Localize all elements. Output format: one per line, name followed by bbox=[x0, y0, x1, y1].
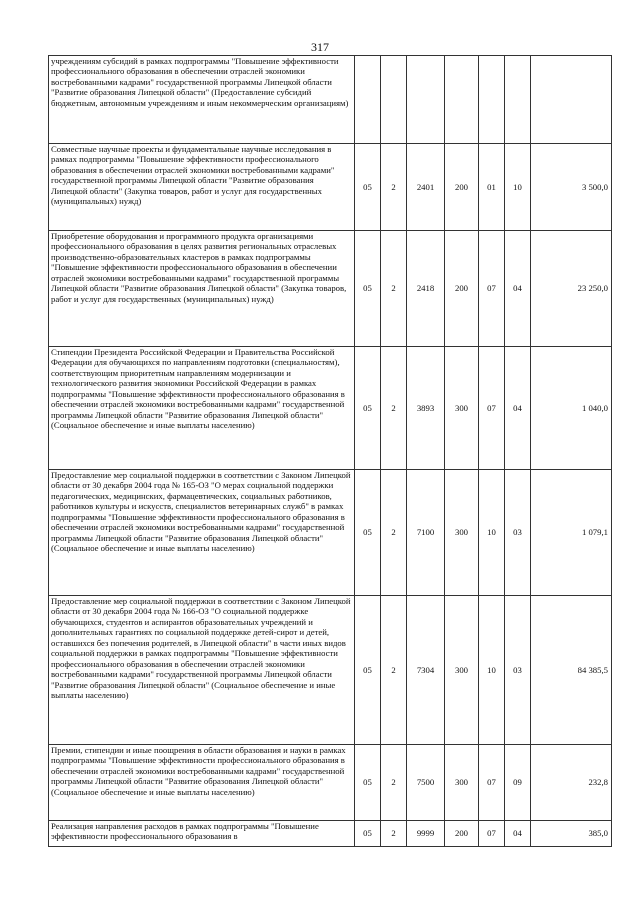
amount-cell: 1 040,0 bbox=[531, 347, 612, 470]
budget-table bbox=[48, 55, 612, 847]
code-cell: 05 bbox=[355, 347, 381, 470]
table-row bbox=[49, 470, 612, 596]
code-cell bbox=[505, 56, 531, 144]
amount-cell: 84 385,5 bbox=[531, 596, 612, 745]
code-cell: 7500 bbox=[407, 745, 445, 821]
code-cell: 07 bbox=[479, 347, 505, 470]
code-cell: 07 bbox=[479, 821, 505, 847]
code-cell: 09 bbox=[505, 745, 531, 821]
row-description bbox=[49, 821, 355, 847]
row-description: Совместные научные проекты и фундаментальные научные исследования в рамках подпрограммы "Повышение эффективности профессионального образования в обеспечении отраслей экономики востребованными кадрами" государственной программы Липецкой области "Развитие образования Липецкой области" (Закупка товаров, работ и услуг для государственных (муниципальных) нужд) bbox=[49, 144, 355, 231]
code-cell: 03 bbox=[505, 596, 531, 745]
code-cell: 2 bbox=[381, 596, 407, 745]
table-row bbox=[49, 347, 612, 470]
code-cell: 05 bbox=[355, 596, 381, 745]
amount-cell: 232,8 bbox=[531, 745, 612, 821]
code-cell: 300 bbox=[445, 596, 479, 745]
row-description: Предоставление мер социальной поддержки в соответствии с Законом Липецкой области от 30 декабря 2004 года № 166-ОЗ "О социальной поддержке обучающихся, студентов и аспирантов образовательных учреждений и дополнительных гарантиях по социальной поддержке детей-сирот и детей, оставшихся без попечения родителей, в Липецкой области" в части иных видов социальной поддержки в рамках подпрограммы "Повышение эффективности профессионального образования в обеспечении отраслей экономики востребованными кадрами" государственной программы Липецкой области "Развитие образования Липецкой области" (Социальное обеспечение и иные выплаты населению) bbox=[49, 596, 355, 745]
code-cell: 2 bbox=[381, 745, 407, 821]
code-cell: 01 bbox=[479, 144, 505, 231]
code-cell: 2 bbox=[381, 347, 407, 470]
code-cell: 200 bbox=[445, 231, 479, 347]
code-cell: 2 bbox=[381, 144, 407, 231]
table-row bbox=[49, 231, 612, 347]
code-cell: 05 bbox=[355, 231, 381, 347]
code-cell: 05 bbox=[355, 144, 381, 231]
code-cell: 2 bbox=[381, 231, 407, 347]
row-description: Приобретение оборудования и программного продукта организациями профессионального образования в целях развития региональных отраслевых производственно-образовательных кластеров в рамках подпрограммы "Повышение эффективности профессионального образования в обеспечении отраслей экономики востребованными кадрами" государственной программы Липецкой области "Развитие образования Липецкой области" (Закупка товаров, работ и услуг для государственных (муниципальных) нужд) bbox=[49, 231, 355, 347]
code-cell: 07 bbox=[479, 231, 505, 347]
code-cell: 04 bbox=[505, 347, 531, 470]
code-cell: 05 bbox=[355, 821, 381, 847]
amount-cell: 3 500,0 bbox=[531, 144, 612, 231]
code-cell bbox=[407, 56, 445, 144]
code-cell bbox=[355, 56, 381, 144]
row-description: Премии, стипендии и иные поощрения в области образования и науки в рамках подпрограммы "Повышение эффективности профессионального образования в обеспечении отраслей экономики востребованными кадрами" государственной программы Липецкой области "Развитие образования Липецкой области" (Социальное обеспечение и иные выплаты населению) bbox=[49, 745, 355, 821]
code-cell: 300 bbox=[445, 745, 479, 821]
code-cell: 05 bbox=[355, 470, 381, 596]
code-cell: 07 bbox=[479, 745, 505, 821]
code-cell bbox=[445, 56, 479, 144]
row-description-text: Реализация направления расходов в рамках подпрограммы "Повышение эффективности профессионального образования в bbox=[51, 821, 319, 842]
amount-cell bbox=[531, 56, 612, 144]
amount-cell: 1 079,1 bbox=[531, 470, 612, 596]
code-cell: 300 bbox=[445, 470, 479, 596]
code-cell bbox=[479, 56, 505, 144]
code-cell: 9999 bbox=[407, 821, 445, 847]
code-cell: 2418 bbox=[407, 231, 445, 347]
table-row bbox=[49, 596, 612, 745]
amount-cell: 385,0 bbox=[531, 821, 612, 847]
amount-cell: 23 250,0 bbox=[531, 231, 612, 347]
code-cell: 300 bbox=[445, 347, 479, 470]
code-cell: 200 bbox=[445, 821, 479, 847]
code-cell: 7100 bbox=[407, 470, 445, 596]
code-cell: 04 bbox=[505, 231, 531, 347]
code-cell: 10 bbox=[505, 144, 531, 231]
code-cell: 3893 bbox=[407, 347, 445, 470]
code-cell: 04 bbox=[505, 821, 531, 847]
code-cell: 10 bbox=[479, 470, 505, 596]
table-row bbox=[49, 56, 612, 144]
code-cell: 2401 bbox=[407, 144, 445, 231]
table-row bbox=[49, 821, 612, 847]
row-description: Предоставление мер социальной поддержки в соответствии с Законом Липецкой области от 30 декабря 2004 года № 165-ОЗ "О мерах социальной поддержки педагогических, медицинских, фармацевтических, социальных работников, работников культуры и искусств, специалистов ветеринарных служб" в рамках подпрограммы "Повышение эффективности профессионального образования в обеспечении отраслей экономики востребованными кадрами" государственной программы Липецкой области "Развитие образования Липецкой области" (Социальное обеспечение и иные выплаты населению) bbox=[49, 470, 355, 596]
code-cell: 2 bbox=[381, 821, 407, 847]
page-number: 317 bbox=[311, 40, 329, 54]
code-cell: 03 bbox=[505, 470, 531, 596]
code-cell: 10 bbox=[479, 596, 505, 745]
row-description: Стипендии Президента Российской Федерации и Правительства Российской Федерации для обучающихся по направлениям подготовки (специальностям), соответствующим приоритетным направлениям модернизации и технологического развития экономики Российской Федерации в рамках подпрограммы "Повышение эффективности профессионального образования в обеспечении отраслей экономики востребованными кадрами" государственной программы Липецкой области "Развитие образования Липецкой области" (Социальное обеспечение и иные выплаты населению) bbox=[49, 347, 355, 470]
code-cell: 05 bbox=[355, 745, 381, 821]
row-description: учреждениям субсидий в рамках подпрограммы "Повышение эффективности профессионального образования в обеспечении отраслей экономики востребованными кадрами" государственной программы Липецкой области "Развитие образования Липецкой области" (Предоставление субсидий бюджетным, автономным учреждениям и иным некоммерческим организациям) bbox=[49, 56, 355, 144]
table-row bbox=[49, 745, 612, 821]
code-cell: 2 bbox=[381, 470, 407, 596]
table-row bbox=[49, 144, 612, 231]
code-cell: 7304 bbox=[407, 596, 445, 745]
code-cell bbox=[381, 56, 407, 144]
code-cell: 200 bbox=[445, 144, 479, 231]
